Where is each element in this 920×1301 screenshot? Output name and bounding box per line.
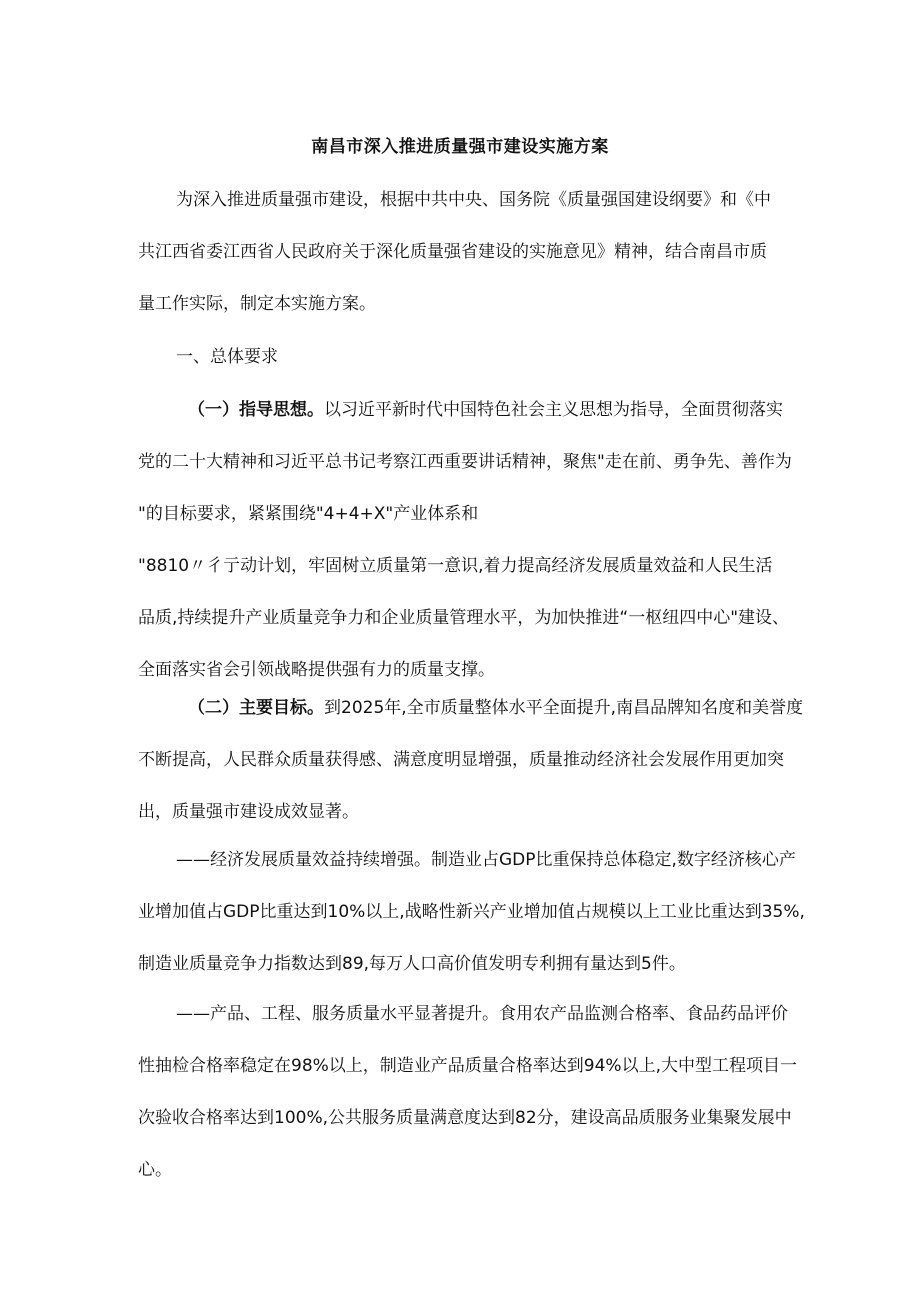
economy-paragraph <box>138 834 805 990</box>
intro-line: 为深入推进质量强市建设，根据中共中央、国务院《质量强国建设纲要》和《中 <box>176 190 771 210</box>
goals-first-line <box>138 682 804 734</box>
guiding-label: （一）指导思想。 <box>188 400 324 420</box>
guiding-line: "8810〃彳亍动计划，牢固树立质量第一意识,着力提高经济发展质量效益和人民生活 <box>138 556 773 576</box>
goals-first-line-text: 到2025年,全市质量整体水平全面提升,南昌品牌知名度和美誉度 <box>324 698 804 718</box>
economy-line: ——经济发展质量效益持续增强。制造业占GDP比重保持总体稳定,数字经济核心产 <box>176 850 796 870</box>
guiding-line: 品质,持续提升产业质量竞争力和企业质量管理水平，为加快推进“一枢纽四中心"建设、 <box>138 608 790 628</box>
products-line: 性抽检合格率稳定在98%以上，制造业产品质量合格率达到94%以上,大中型工程项目一 <box>138 1056 797 1076</box>
products-line: ——产品、工程、服务质量水平显著提升。食用农产品监测合格率、食品药品评价 <box>176 1004 788 1024</box>
goals-paragraph <box>138 682 804 838</box>
section-heading: 一、总体要求 <box>176 347 278 367</box>
document-title: 南昌市深入推进质量强市建设实施方案 <box>311 137 609 157</box>
products-line: 心。 <box>138 1160 172 1180</box>
guiding-first-line <box>138 384 788 436</box>
intro-paragraph <box>138 174 788 330</box>
goals-label: （二）主要目标。 <box>188 698 324 718</box>
guiding-paragraph <box>138 384 792 696</box>
guiding-line: "的目标要求，紧紧围绕"4+4+X"产业体系和 <box>138 504 479 524</box>
intro-line: 共江西省委江西省人民政府关于深化质量强省建设的实施意见》精神，结合南昌市质 <box>138 242 767 262</box>
goals-line: 不断提高，人民群众质量获得感、满意度明显增强，质量推动经济社会发展作用更加突 <box>138 750 784 770</box>
products-line: 次验收合格率达到100%,公共服务质量满意度达到82分，建设高品质服务业集聚发展中 <box>138 1108 792 1128</box>
intro-line: 量工作实际，制定本实施方案。 <box>138 294 376 314</box>
guiding-line: 全面落实省会引领战略提供强有力的质量支撑。 <box>138 660 495 680</box>
guiding-line: 党的二十大精神和习近平总书记考察江西重要讲话精神，聚焦"走在前、勇争先、善作为 <box>138 452 792 472</box>
economy-line: 制造业质量竞争力指数达到89,每万人口高价值发明专利拥有量达到5件。 <box>138 954 686 974</box>
goals-line: 出，质量强市建设成效显著。 <box>138 802 359 822</box>
products-paragraph <box>138 988 797 1196</box>
guiding-first-line-text: 以习近平新时代中国特色社会主义思想为指导，全面贯彻落实 <box>324 400 783 420</box>
economy-line: 业增加值占GDP比重达到10%以上,战略性新兴产业增加值占规模以上工业比重达到35%, <box>138 902 805 922</box>
